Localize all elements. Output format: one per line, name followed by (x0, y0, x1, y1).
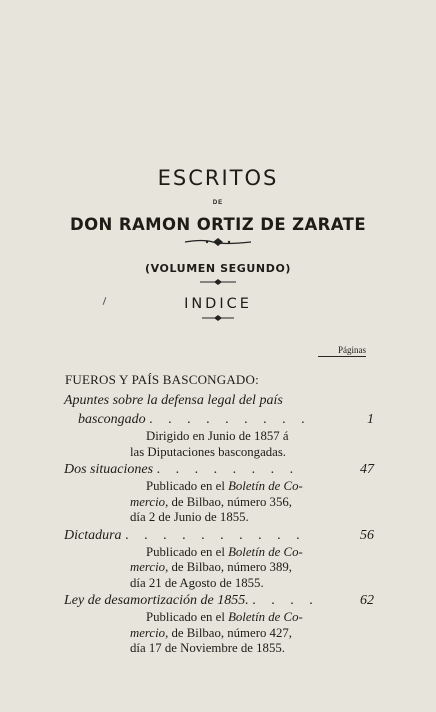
toc-entry-note: día 17 de Noviembre de 1855. (130, 641, 285, 655)
toc-entry (64, 591, 374, 657)
author-name: DON RAMON ORTIZ DE ZARATE (69, 215, 366, 234)
toc-entry-note: día 2 de Junio de 1855. (130, 510, 249, 524)
table-of-contents (64, 391, 374, 657)
toc-entry-note: día 21 de Agosto de 1855. (130, 575, 264, 590)
toc-entry-note: mercio, de Bilbao, número 389, (130, 560, 292, 574)
toc-entry (64, 391, 374, 460)
section-heading: FUEROS Y PAÍS BASCONGADO: (65, 372, 259, 387)
toc-entry-title: Ley de desamortización de 1855. . . . . 62 (64, 593, 374, 608)
index-heading: INDICE (184, 296, 252, 312)
leader-dots: . . . . . . . . . (149, 412, 311, 427)
leader-dots: . . . . . . . . (156, 462, 300, 477)
leader-dots: . . . . (252, 593, 319, 608)
toc-entry-title-cont: bascongado . . . . . . . . . 1 (78, 412, 374, 427)
toc-entry-note: Publicado en el Boletín de Co- (146, 479, 303, 493)
toc-entry-title: Apuntes sobre la defensa legal del país (64, 393, 283, 408)
toc-entry-note: mercio, de Bilbao, número 356, (130, 494, 292, 509)
toc-entry-note: Dirigido en Junio de 1857 á (146, 429, 289, 443)
volume-label: (VOLUMEN SEGUNDO) (144, 262, 292, 275)
book-title: ESCRITOS (157, 166, 279, 190)
ornament-divider-3 (200, 314, 236, 322)
toc-entry-note: las Diputaciones bascongadas. (130, 444, 287, 459)
toc-entry-title: Dictadura . . . . . . . . . . 56 (64, 527, 374, 543)
toc-entry (64, 526, 374, 592)
toc-page-number: 56 (360, 527, 374, 543)
toc-entry-note: Publicado en el Boletín de Co- (146, 610, 303, 624)
toc-entry-note: Publicado en el Boletín de Co- (146, 544, 303, 559)
pages-label-rule (318, 356, 366, 357)
toc-page-number: 47 (360, 462, 374, 477)
toc-page-number: 1 (367, 412, 374, 427)
leader-dots: . . . . . . . . . . (125, 527, 306, 543)
pages-column-label: Páginas (338, 345, 366, 355)
ornament-divider-2 (198, 278, 238, 286)
toc-entry-note: mercio, de Bilbao, número 427, (130, 625, 292, 640)
ornament-divider-1 (183, 237, 253, 247)
toc-entry-title: Dos situaciones . . . . . . . . 47 (64, 462, 374, 477)
title-connector: DE (212, 200, 224, 206)
toc-entry (64, 460, 374, 526)
toc-page-number: 62 (360, 593, 374, 608)
